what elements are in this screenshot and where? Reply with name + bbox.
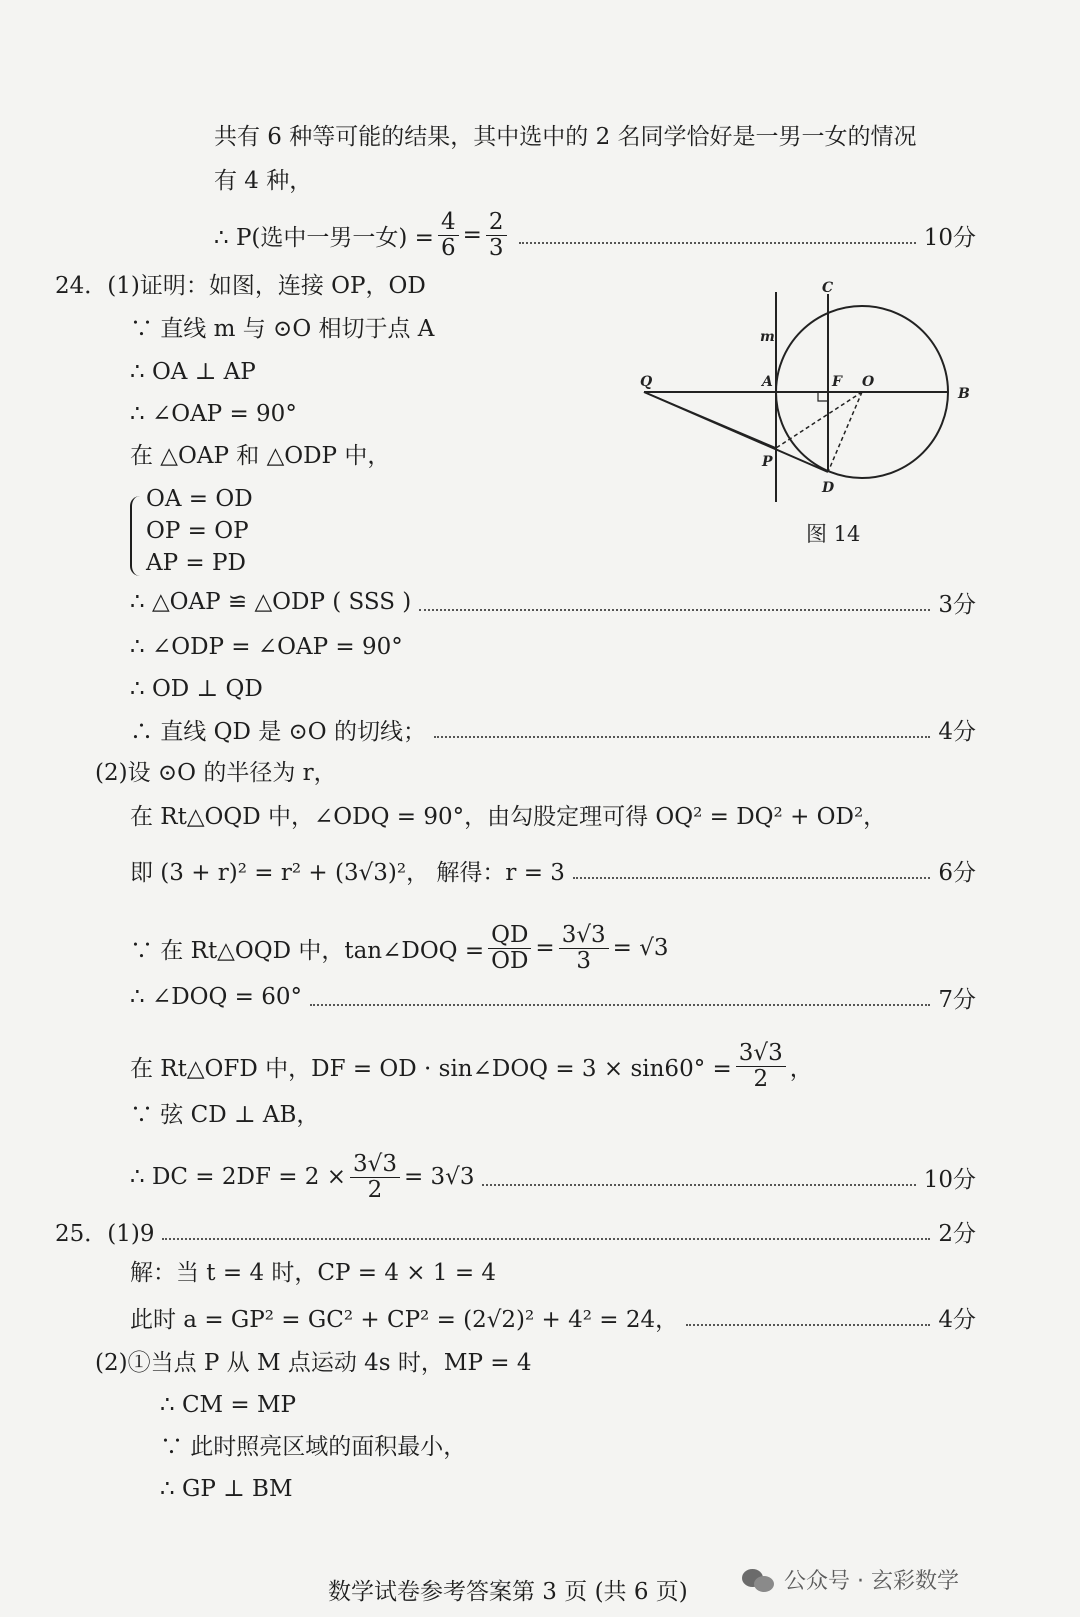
- fraction-denominator: 6: [440, 234, 456, 261]
- row-text: 此时 a = GP² = GC² + CP² = (2√2)² + 4² = 24，: [130, 1306, 679, 1333]
- fraction-denominator: 3: [488, 234, 504, 261]
- score-label: 7分: [938, 986, 976, 1013]
- text-line-l10: OP = OP: [146, 518, 249, 544]
- text-line-l14: ∴ OD ⊥ QD: [130, 676, 263, 702]
- text-line-l16: (2)设 ⊙O 的半径为 r，: [95, 760, 337, 786]
- text-line-l6: ∴ OA ⊥ AP: [130, 359, 256, 385]
- text-line-l23: ∵ 弦 CD ⊥ AB，: [130, 1102, 320, 1128]
- formula-text: ∵ 在 Rt△OQD 中，tan∠DOQ =: [130, 937, 485, 964]
- figure-caption: 图 14: [806, 522, 861, 546]
- text-line-l17: 在 Rt△OQD 中，∠ODQ = 90°，由勾股定理可得 OQ² = DQ² + OD²，: [130, 804, 887, 830]
- fraction: [736, 1041, 786, 1090]
- row-tail: = 3√3: [403, 1164, 475, 1190]
- equals-sign: =: [462, 222, 482, 248]
- dot-leader: [434, 736, 930, 738]
- text-line-l30: ∵ 此时照亮区域的面积最小，: [160, 1434, 467, 1460]
- text-line-l5: ∵ 直线 m 与 ⊙O 相切于点 A: [130, 316, 435, 342]
- watermark: [742, 1564, 959, 1595]
- score-label: 10分: [923, 1166, 976, 1193]
- formula-tail: ，: [789, 1055, 813, 1082]
- fraction: [350, 1152, 400, 1201]
- row-text: 即 (3 + r)² = r² + (3√3)²， 解得：r = 3: [130, 859, 565, 886]
- fraction-denominator: 3: [576, 947, 591, 974]
- page-footer: 数学试卷参考答案第 3 页 (共 6 页): [328, 1579, 688, 1605]
- wechat-icon: [742, 1567, 776, 1593]
- score-label: 4分: [938, 718, 976, 745]
- fraction-denominator: 2: [367, 1176, 383, 1203]
- label-o: O: [862, 374, 875, 390]
- label-m: m: [760, 329, 775, 345]
- segment-op-dashed: [776, 392, 862, 448]
- fraction: [559, 923, 609, 972]
- formula-tail: = √3: [612, 935, 669, 961]
- text-line-l9: OA = OD: [146, 486, 253, 512]
- formula-row-f19: [130, 920, 669, 976]
- scored-row-s27: [130, 1300, 976, 1334]
- label-d: D: [822, 480, 835, 496]
- fraction: [438, 210, 459, 259]
- fraction-numerator: 3√3: [736, 1041, 786, 1066]
- text-line-l26: 解：当 t = 4 时，CP = 4 × 1 = 4: [130, 1260, 497, 1286]
- row-text: ∴ P(选中一男一女) =: [214, 224, 434, 251]
- fraction-numerator: 3√3: [350, 1152, 400, 1177]
- label-a: A: [762, 374, 773, 390]
- text-line-l11: AP = PD: [146, 550, 246, 576]
- fraction: [486, 210, 507, 259]
- text-line-l4: 24．(1)证明：如图，连接 OP，OD: [55, 273, 426, 299]
- text-line-l2: 有 4 种，: [214, 168, 313, 194]
- row-text: ∴ DC = 2DF = 2 ×: [130, 1164, 347, 1190]
- label-f: F: [832, 374, 842, 390]
- score-label: 6分: [938, 859, 976, 886]
- fraction-numerator: QD: [488, 923, 531, 948]
- text-line-l29: ∴ CM = MP: [160, 1392, 297, 1418]
- scored-row-s25: [55, 1214, 976, 1248]
- watermark-text: 公众号 · 玄彩数学: [784, 1569, 959, 1594]
- text-line-l8: 在 △OAP 和 △ODP 中，: [130, 443, 391, 469]
- fraction: [488, 923, 531, 972]
- system-brace: [130, 496, 144, 576]
- formula-text: 在 Rt△OFD 中，DF = OD · sin∠DOQ = 3 × sin60° =: [130, 1055, 732, 1082]
- text-line-l7: ∴ ∠OAP = 90°: [130, 401, 297, 427]
- formula-row-f22: [130, 1038, 813, 1094]
- scored-row-s15: [130, 712, 976, 746]
- dot-leader: [686, 1324, 930, 1326]
- dot-leader: [162, 1238, 930, 1240]
- dot-leader: [573, 877, 930, 879]
- scored-row-s12: [130, 585, 976, 619]
- fraction-numerator: 2: [486, 210, 507, 235]
- scored-row-s18: [130, 853, 976, 887]
- fraction-numerator: 3√3: [559, 923, 609, 948]
- label-q: Q: [640, 374, 653, 390]
- scored-row-s3: [214, 209, 976, 261]
- right-angle-mark: [818, 392, 828, 401]
- row-text: ∴ △OAP ≌ △ODP ( SSS ): [130, 589, 412, 615]
- scored-row-s20: [130, 980, 976, 1014]
- row-text: ∴ ∠DOQ = 60°: [130, 984, 303, 1010]
- text-line-l31: ∴ GP ⊥ BM: [160, 1476, 293, 1502]
- segment-qp: [644, 392, 776, 448]
- score-label: 10分: [923, 224, 976, 251]
- text-line-l28: (2)①当点 P 从 M 点运动 4s 时，MP = 4: [95, 1350, 532, 1376]
- dot-leader: [482, 1184, 915, 1186]
- label-p: P: [762, 454, 773, 470]
- dot-leader: [310, 1004, 930, 1006]
- label-b: B: [958, 386, 970, 402]
- score-label: 4分: [938, 1306, 976, 1333]
- fraction-denominator: 2: [753, 1065, 769, 1092]
- scored-row-s24: [130, 1151, 976, 1203]
- equals-sign: =: [535, 935, 555, 961]
- geometry-figure-14: [640, 280, 980, 511]
- fraction-denominator: OD: [491, 947, 529, 974]
- dot-leader: [519, 242, 916, 244]
- segment-od-dashed: [828, 392, 862, 472]
- score-label: 3分: [938, 591, 976, 618]
- label-c: C: [822, 280, 834, 296]
- fraction-numerator: 4: [438, 210, 459, 235]
- score-label: 2分: [938, 1220, 976, 1247]
- text-line-l1: 共有 6 种等可能的结果，其中选中的 2 名同学恰好是一男一女的情况: [214, 124, 917, 150]
- text-line-l13: ∴ ∠ODP = ∠OAP = 90°: [130, 634, 403, 660]
- dot-leader: [419, 609, 930, 611]
- row-text: ∴ 直线 QD 是 ⊙O 的切线；: [130, 718, 426, 745]
- row-text: 25．(1)9: [55, 1220, 155, 1247]
